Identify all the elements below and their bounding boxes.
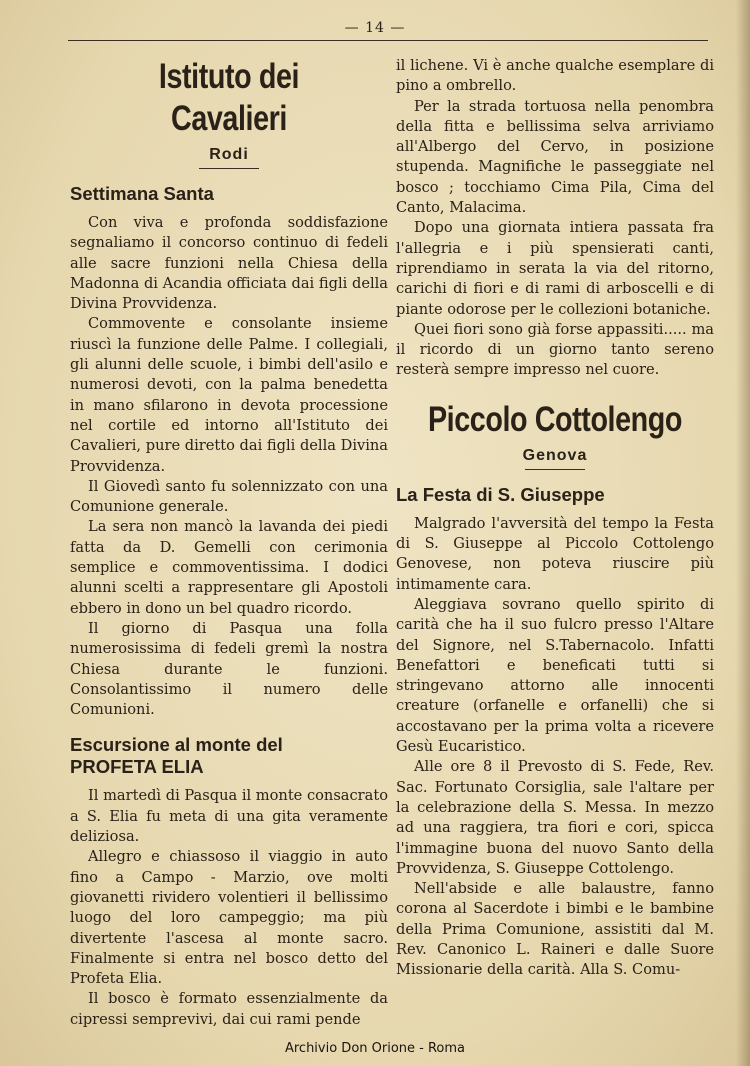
- paragraph: Il Giovedì santo fu solennizzato con una Comunione generale.: [70, 477, 388, 516]
- right-column: [396, 56, 714, 981]
- paragraph: Quei fiori sono già forse appassiti..... ma il ricordo di un giorno tanto sereno resterà sempre impresso nel cuore.: [396, 320, 714, 379]
- section-title-cottolengo: Piccolo Cottolengo: [427, 399, 683, 439]
- paragraph: Commovente e consolante insieme riuscì la funzione delle Palme. I collegiali, gli alunni delle scuole, i bimbi dell'asilo e numerosi devoti, con la palma benedetta in mano sfilarono in devota processione nel cortile ed intorno all'Istituto dei Cavalieri, pure diretto dai figli della Divina Provvidenza.: [70, 315, 388, 475]
- archive-footer: Archivio Don Orione - Roma: [284, 1041, 466, 1056]
- paragraph: La sera non mancò la lavanda dei piedi fatta da D. Gemelli con cerimonia semplice e commoventissima. I dodici alunni scelti a rappresentare gli Apostoli ebbero in dono un bel quadro ricordo.: [70, 518, 388, 617]
- top-rule: [68, 40, 708, 41]
- page-edge-shadow: [736, 0, 750, 1066]
- paragraph: Malgrado l'avversità del tempo la Festa di S. Giuseppe al Piccolo Cottolengo Genovese, non poteva riuscire più intimamente cara.: [396, 514, 714, 593]
- paragraph: Aleggiava sovrano quello spirito di carità che ha il suo fulcro presso l'Altare del Signore, nel S.Tabernacolo. Infatti Benefattori e beneficati tutti si stringevano attorno alle innocenti creature (orfanelle e orfanelli) che si accostavano per la prima volta a ricevere Gesù Eucaristico.: [396, 595, 714, 756]
- paragraph: Alle ore 8 il Prevosto di S. Fede, Rev. Sac. Fortunato Corsiglia, sale l'altare per la celebrazione della S. Messa. In mezzo ad una raggiera, tra fiori e cori, spicca l'immagine buona del nuovo Santo della Provvidenza, S. Giuseppe Cottolengo.: [396, 758, 714, 877]
- left-column: [70, 56, 388, 1030]
- paragraph: Dopo una giornata intiera passata fra l'allegria e i più spensierati canti, riprendiamo in serata la via del ritorno, carichi di fiori e di rami di arboscelli e di piante odorose per le collezioni botaniche.: [396, 219, 714, 318]
- subtitle-rodi: Rodi: [209, 146, 249, 163]
- festa-giuseppe-text: [396, 514, 714, 981]
- short-rule: [525, 469, 585, 470]
- settimana-santa-text: [70, 213, 388, 720]
- paragraph: Il giorno di Pasqua una folla numerosissima di fedeli gremì la nostra Chiesa durante le funzioni. Consolantissimo il numero delle Comunioni.: [70, 619, 388, 719]
- paragraph: Il martedì di Pasqua il monte consacrato a S. Elia fu meta di una gita veramente deliziosa.: [70, 787, 389, 846]
- paragraph: il lichene. Vi è anche qualche esemplare di pino a ombrello.: [396, 57, 714, 95]
- paragraph: Il bosco è formato essenzialmente da cipressi semprevivi, dai cui rami pende: [70, 990, 388, 1028]
- paragraph: Con viva e profonda soddisfazione segnaliamo il concorso continuo di fedeli alle sacre funzioni nella Chiesa della Madonna di Acandia officiata dai figli della Divina Provvidenza.: [70, 214, 388, 313]
- paragraph: Per la strada tortuosa nella penombra della fitta e bellissima selva arriviamo all'Albergo del Cervo, in posizione stupenda. Magnifiche le passeggiate nel bosco ; tocchiamo Cima Pila, Cima del Canto, Malacima.: [396, 97, 714, 217]
- paragraph: Allegro e chiassoso il viaggio in auto fino a Campo - Marzio, ove molti giovanetti rividero volentieri il bellissimo luogo del loro campeggio; ma più divertente l'ascesa al monte sacro. Finalmente si entra nel bosco detto del Profeta Elia.: [70, 848, 388, 988]
- escursione-continued-text: [396, 56, 714, 381]
- heading-settimana-santa: Settimana Santa: [70, 183, 214, 204]
- heading-festa-giuseppe: La Festa di S. Giuseppe: [396, 483, 605, 505]
- paragraph: Nell'abside e alle balaustre, fanno corona al Sacerdote i bimbi e le bambine della Prima Comunione, assistiti dal M. Rev. Canonico L. Raineri e dalle Suore Missionarie della carità. Alla S. Comu-: [396, 880, 714, 979]
- escursione-text: [70, 786, 388, 1030]
- page-number: — 14 —: [344, 20, 406, 36]
- section-title-istituto: Istituto dei Cavalieri: [158, 57, 300, 138]
- subtitle-genova: Genova: [522, 446, 588, 464]
- short-rule: [199, 168, 259, 169]
- heading-escursione: Escursione al monte del PROFETA ELIA: [70, 734, 283, 778]
